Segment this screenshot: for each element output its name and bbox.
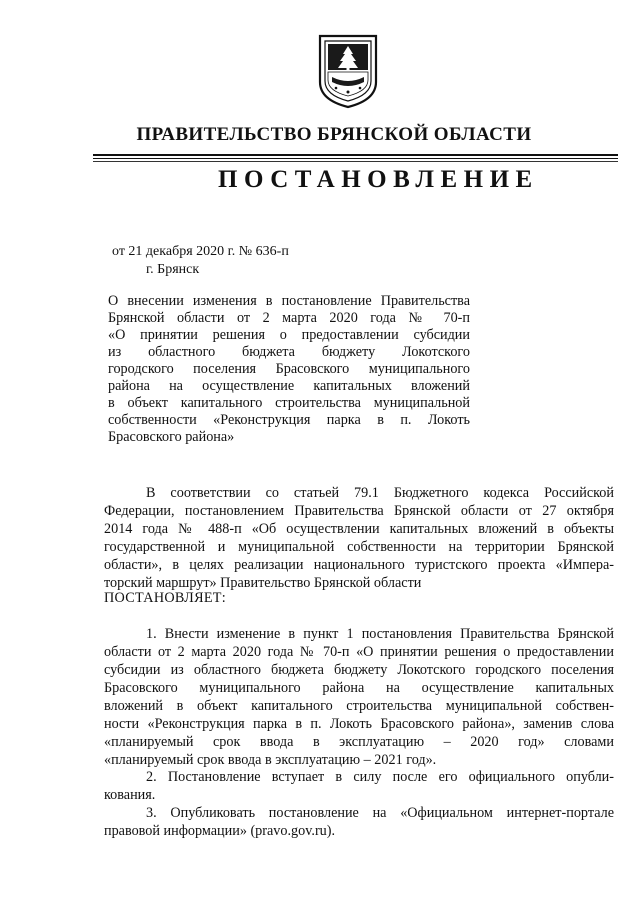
decree-item-1	[104, 625, 614, 769]
subject-line: Брасовского района»	[108, 429, 235, 445]
paragraph-line: области», в целях реализации национального туристского проекта «Импера-	[104, 557, 614, 573]
subject-line: О внесении изменения в постановление Правительства	[108, 293, 470, 309]
document-date-number: от 21 декабря 2020 г. № 636-п	[112, 244, 289, 259]
paragraph-line: области от 2 марта 2020 года № 70-п «О принятии решения о предоставлении	[104, 644, 614, 660]
header-rule-thin	[93, 158, 618, 159]
paragraph-line: торский маршрут» Правительство Брянской области	[104, 575, 422, 591]
subject-line: из областного бюджета бюджету Локотского	[108, 344, 470, 360]
paragraph-line: субсидии из областного бюджета бюджету Локотского городского поселения	[104, 662, 614, 678]
document-subject	[108, 293, 470, 446]
paragraph-line: 2. Постановление вступает в силу после его официального опубли-	[146, 769, 614, 785]
header-rule-thin-lower	[93, 161, 618, 162]
paragraph-line: вложений в объект капитального строительства муниципальной собствен-	[104, 698, 614, 714]
coat-of-arms-icon	[316, 30, 380, 110]
paragraph-line: государственной и муниципальной собственности на территории Брянской	[104, 539, 614, 555]
paragraph-line: 2014 года № 488-п «Об осуществлении капитальных вложений в объекты	[104, 521, 614, 537]
paragraph-line: 3. Опубликовать постановление на «Официальном интернет-портале	[146, 805, 614, 821]
document-city: г. Брянск	[146, 262, 200, 277]
decree-word: ПОСТАНОВЛЯЕТ:	[104, 590, 227, 606]
subject-line: городского поселения Брасовского муниципального	[108, 361, 470, 377]
subject-line: в объект капитального строительства муниципальной	[108, 395, 470, 411]
header-rule-thick	[93, 154, 618, 156]
decree-item-3	[104, 804, 614, 840]
preamble-paragraph	[104, 484, 614, 592]
paragraph-line: «планируемый срок ввода в эксплуатацию – 2021 год».	[104, 752, 437, 768]
subject-line: района на осуществление капитальных вложений	[108, 378, 470, 394]
paragraph-line: Федерации, постановлением Правительства Брянской области от 27 октября	[104, 503, 614, 519]
decree-item-2	[104, 768, 614, 804]
subject-line: Брянской области от 2 марта 2020 года № 70-п	[108, 310, 470, 326]
subject-line: «О принятии решения о предоставлении субсидии	[108, 327, 470, 343]
subject-line: собственности «Реконструкция парка в п. Локоть	[108, 412, 470, 428]
paragraph-line: В соответствии со статьей 79.1 Бюджетного кодекса Российской	[146, 485, 614, 501]
paragraph-line: правовой информации» (pravo.gov.ru).	[104, 823, 336, 839]
paragraph-line: кования.	[104, 787, 156, 803]
paragraph-line: «планируемый срок ввода в эксплуатацию – 2020 год» словами	[104, 734, 614, 750]
document-type-title: ПОСТАНОВЛЕНИЕ	[218, 166, 539, 193]
paragraph-line: ности «Реконструкция парка в п. Локоть Брасовского района», заменив слова	[104, 716, 614, 732]
paragraph-line: 1. Внести изменение в пункт 1 постановления Правительства Брянской	[146, 626, 614, 642]
paragraph-line: Брасовского муниципального района на осуществление капитальных	[104, 680, 614, 696]
government-name: ПРАВИТЕЛЬСТВО БРЯНСКОЙ ОБЛАСТИ	[136, 124, 532, 145]
